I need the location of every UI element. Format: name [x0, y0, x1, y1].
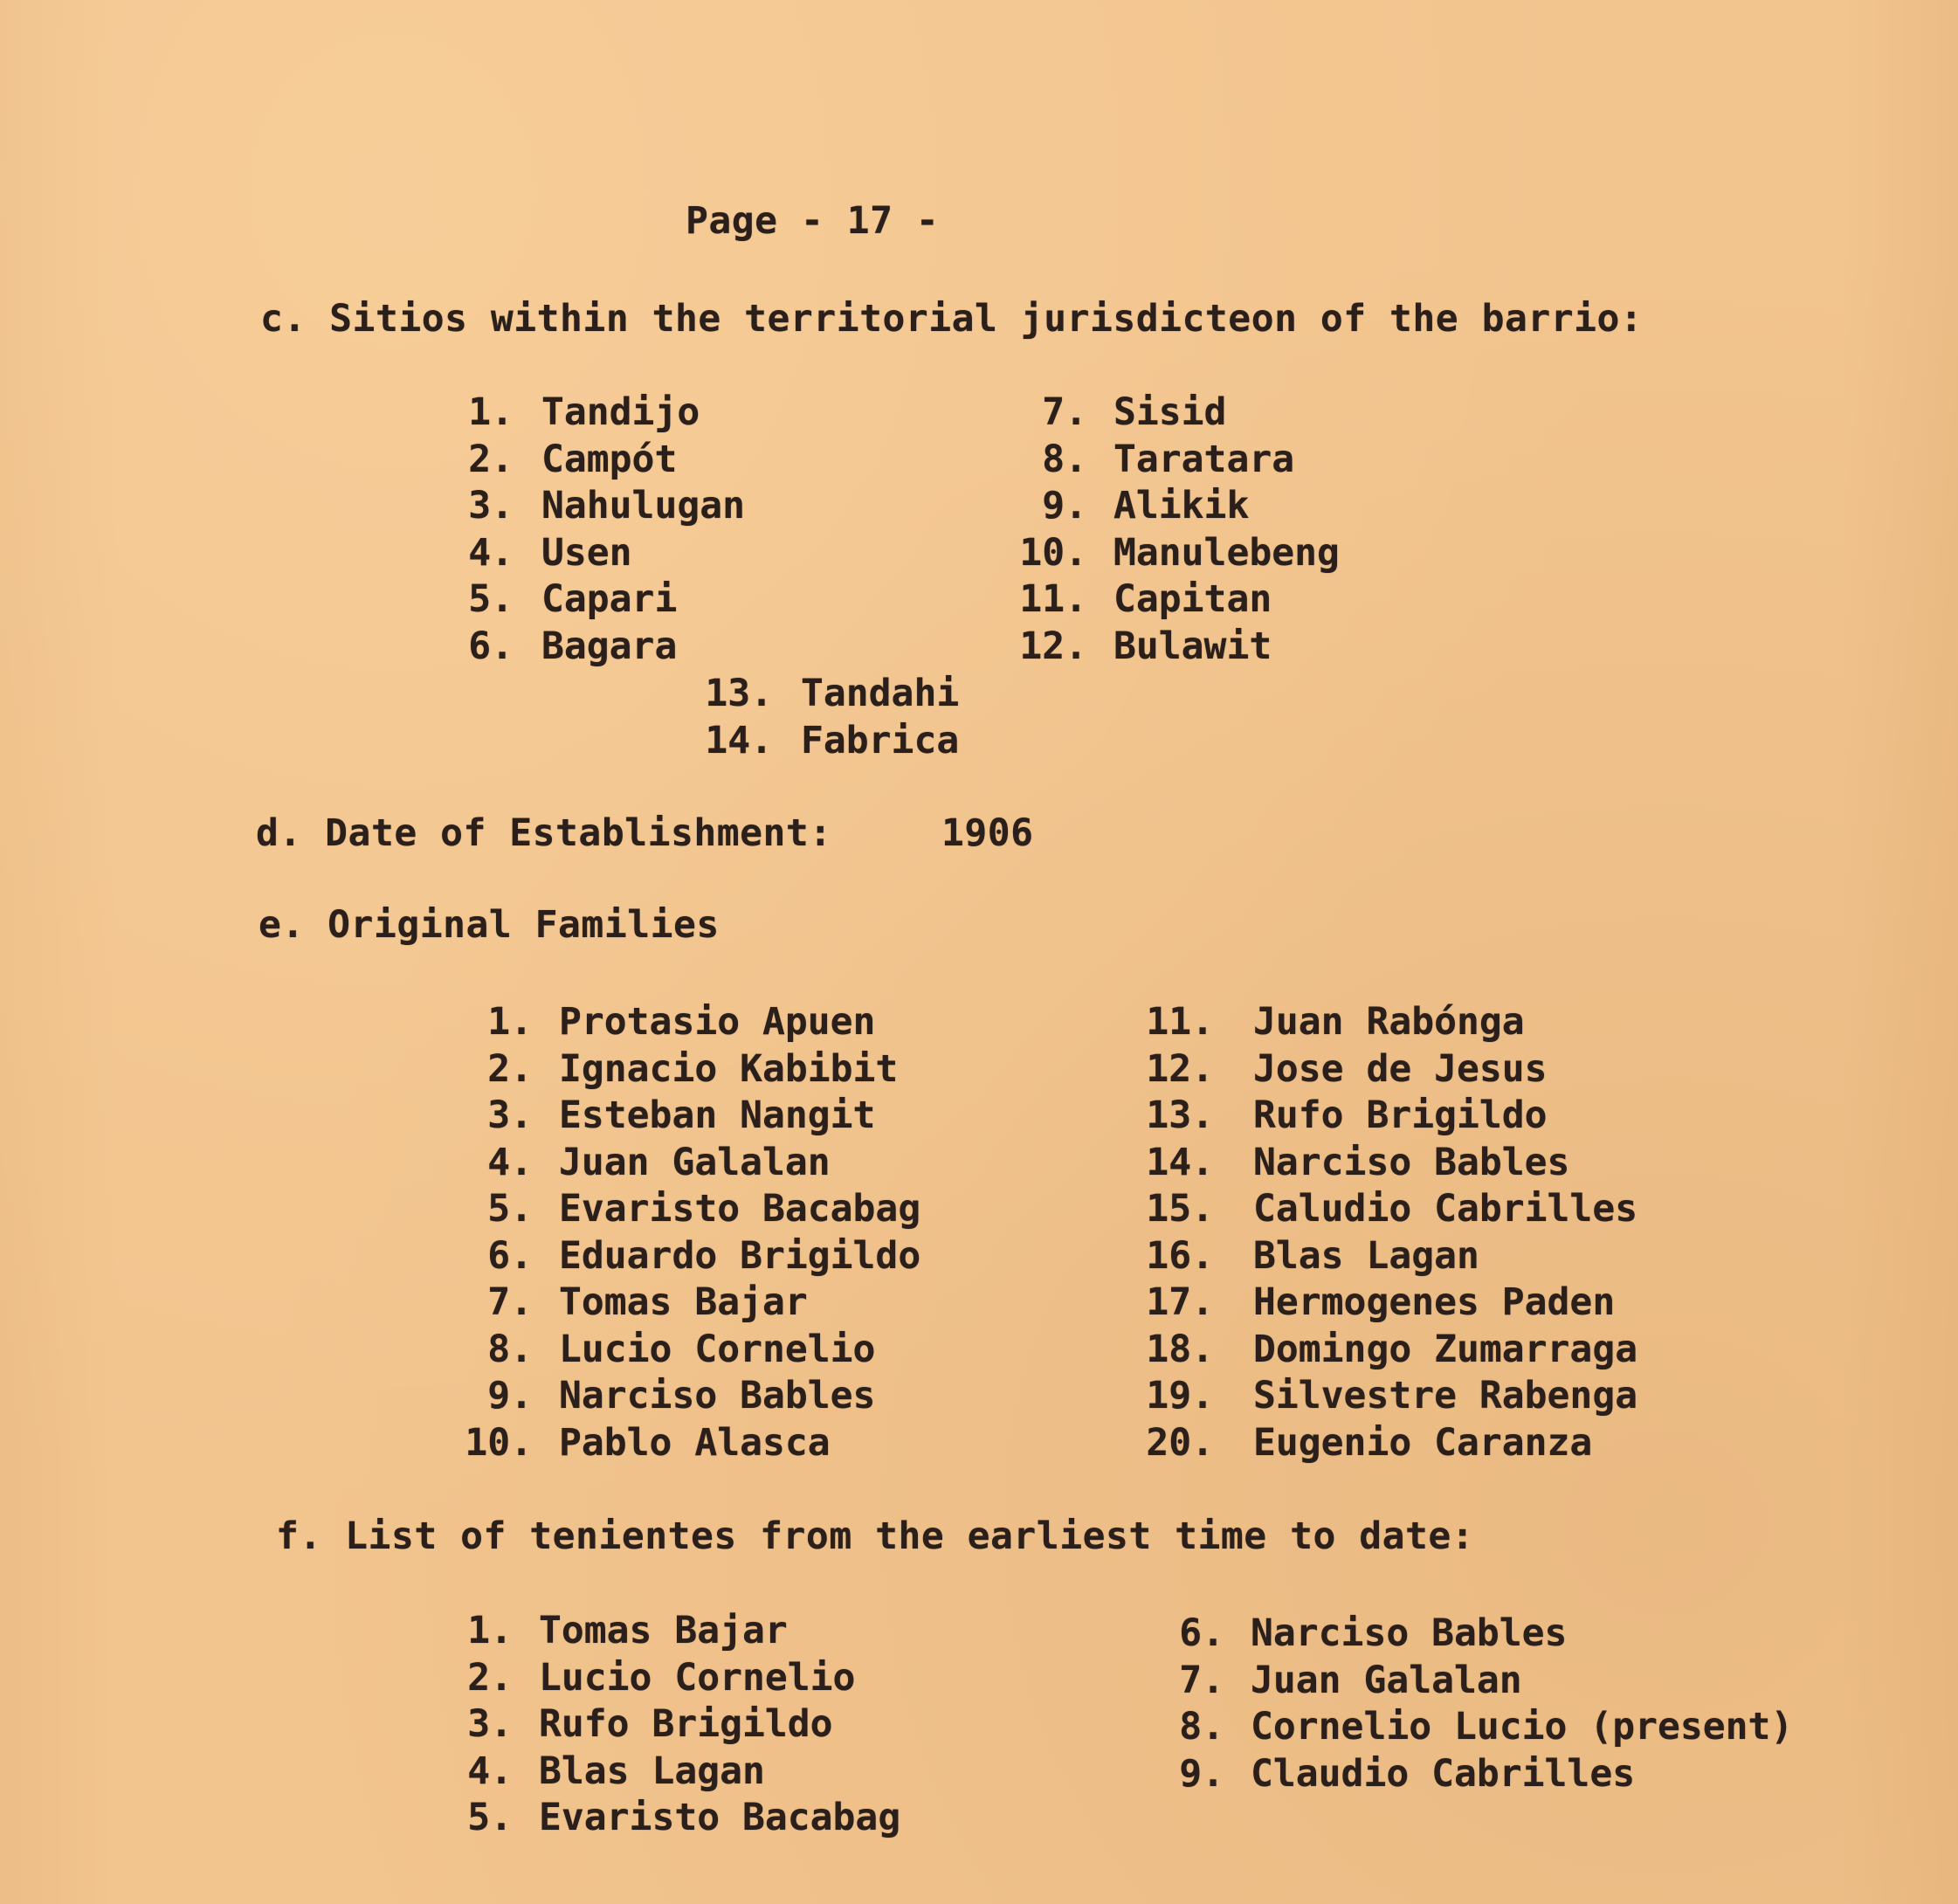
item-name: Juan Galalan: [1251, 1658, 1522, 1702]
item-number: 4.: [468, 530, 514, 575]
item-name: Capitan: [1113, 577, 1272, 621]
item-number: 15.: [1146, 1187, 1214, 1231]
item-number: 3.: [487, 1093, 533, 1137]
item-name: Usen: [541, 530, 632, 575]
item-number: 5.: [487, 1187, 533, 1231]
item-number: 1.: [468, 390, 514, 434]
item-number: 11.: [1146, 1000, 1214, 1044]
item-name: Narciso Bables: [1251, 1611, 1568, 1655]
item-name: Fabrica: [801, 718, 960, 762]
item-number: 19.: [1146, 1374, 1214, 1418]
item-name: Juan Rabónga: [1253, 1000, 1525, 1044]
item-name: Lucio Cornelio: [539, 1655, 856, 1700]
item-number: 3.: [468, 484, 514, 528]
item-number: 10.: [1019, 530, 1087, 575]
item-number: 9.: [1179, 1751, 1224, 1796]
item-number: 2.: [467, 1655, 513, 1700]
item-number: 3.: [467, 1702, 513, 1746]
item-name: Evaristo Bacabag: [539, 1796, 901, 1839]
item-number: 12.: [1146, 1046, 1214, 1091]
item-number: 17.: [1146, 1280, 1214, 1324]
families-heading: e. Original Families: [259, 903, 720, 947]
item-name: Evaristo Bacabag: [559, 1187, 921, 1231]
establishment-year: 1906: [941, 811, 1034, 855]
item-name: Rufo Brigildo: [539, 1702, 833, 1746]
item-number: 18.: [1146, 1327, 1214, 1371]
item-number: 6.: [468, 624, 514, 668]
item-name: Nahulugan: [541, 484, 745, 528]
item-number: 14.: [1146, 1140, 1214, 1184]
item-number: 16.: [1146, 1233, 1214, 1278]
item-name: Tomas Bajar: [559, 1280, 808, 1324]
item-number: 11.: [1019, 577, 1087, 621]
item-number: 6.: [487, 1233, 533, 1278]
item-name: Eduardo Brigildo: [559, 1233, 921, 1278]
item-number: 1.: [467, 1609, 513, 1652]
item-number: 9.: [487, 1374, 533, 1418]
bleed-through-text: [297, 345, 1541, 389]
sitios-heading: c. Sitios within the territorial jurisdicteon of the barrio:: [260, 297, 1644, 341]
item-name: Jose de Jesus: [1253, 1046, 1548, 1091]
item-name: Domingo Zumarraga: [1253, 1327, 1638, 1371]
item-number: 5.: [467, 1796, 513, 1839]
item-name: Eugenio Caranza: [1253, 1420, 1593, 1465]
item-number: 14.: [705, 718, 773, 762]
item-name: Manulebeng: [1113, 530, 1340, 575]
item-number: 8.: [487, 1327, 533, 1371]
item-name: Esteban Nangit: [559, 1093, 876, 1137]
item-number: 10.: [465, 1420, 533, 1465]
item-name: Bulawit: [1113, 624, 1272, 668]
item-name: Alikik: [1113, 484, 1250, 528]
item-name: Ignacio Kabibit: [559, 1046, 899, 1091]
item-number: 4.: [467, 1749, 513, 1793]
item-name: Capari: [541, 577, 678, 621]
item-number: 7.: [1042, 390, 1087, 434]
item-number: 4.: [487, 1140, 533, 1184]
item-number: 2.: [468, 437, 514, 481]
establishment-label: d. Date of Establishment:: [256, 811, 832, 855]
item-number: 8.: [1042, 437, 1087, 481]
item-name: Caludio Cabrilles: [1253, 1187, 1638, 1231]
item-number: 7.: [1179, 1658, 1224, 1702]
item-name: Bagara: [541, 624, 678, 668]
item-number: 13.: [1146, 1093, 1214, 1137]
item-number: 13.: [705, 672, 773, 715]
item-number: 1.: [487, 1000, 533, 1044]
item-name: Silvestre Rabenga: [1253, 1374, 1638, 1418]
item-name: Blas Lagan: [1253, 1233, 1479, 1278]
item-name: Sisid: [1113, 390, 1227, 434]
item-name: Narciso Bables: [559, 1374, 876, 1418]
item-name: Taratara: [1113, 437, 1295, 481]
item-name: Claudio Cabrilles: [1251, 1751, 1636, 1796]
item-name: Blas Lagan: [539, 1749, 765, 1793]
item-name: Tandahi: [801, 672, 960, 715]
item-name: Protasio Apuen: [559, 1000, 876, 1044]
item-name: Lucio Cornelio: [559, 1327, 876, 1371]
tenientes-heading: f. List of tenientes from the earliest time to date:: [276, 1514, 1475, 1558]
item-name: Juan Galalan: [559, 1140, 831, 1184]
item-number: 20.: [1146, 1420, 1214, 1465]
item-name: Tandijo: [541, 390, 700, 434]
item-name: Pablo Alasca: [559, 1420, 831, 1465]
item-name: Narciso Bables: [1253, 1140, 1570, 1184]
item-number: 8.: [1179, 1705, 1224, 1749]
item-name: Campót: [541, 437, 678, 481]
item-number: 2.: [487, 1046, 533, 1091]
item-name: Cornelio Lucio (present): [1251, 1705, 1794, 1749]
item-number: 12.: [1019, 624, 1087, 668]
item-number: 6.: [1179, 1611, 1224, 1655]
page-number: Page - 17 -: [686, 199, 940, 243]
item-name: Tomas Bajar: [539, 1609, 788, 1652]
item-number: 7.: [487, 1280, 533, 1324]
item-name: Hermogenes Paden: [1253, 1280, 1616, 1324]
item-number: 9.: [1042, 484, 1087, 528]
item-name: Rufo Brigildo: [1253, 1093, 1548, 1137]
item-number: 5.: [468, 577, 514, 621]
